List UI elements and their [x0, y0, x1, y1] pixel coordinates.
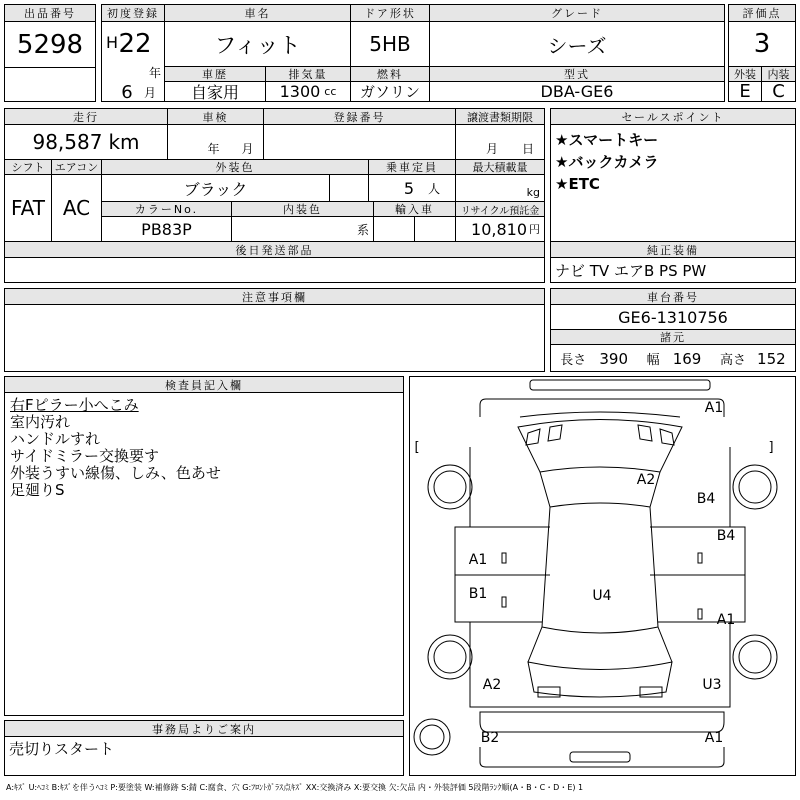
inspector-line: 足廻りS: [10, 481, 65, 499]
rear-window-shape: [528, 662, 672, 697]
lot-box: [4, 4, 96, 102]
equipment: ナビ TV エアB PS PW: [555, 261, 707, 280]
history-label: 車歴: [165, 66, 266, 82]
mark-left-rear-quarter: A2: [482, 677, 502, 693]
height-label: 高さ: [719, 352, 746, 368]
grade-label: グレード: [430, 5, 724, 22]
ext-color-label: 外装色: [102, 159, 369, 175]
door-label: ドア形状: [351, 5, 430, 22]
wiper-shapes: [526, 425, 674, 445]
capacity-cell: [369, 175, 456, 201]
inspector-label: 検査員記入欄: [5, 377, 403, 393]
history: 自家用: [165, 82, 266, 101]
notes-label: 注意事項欄: [5, 289, 544, 305]
fuel-label: 燃料: [351, 66, 430, 82]
office-box: [4, 720, 404, 776]
front-bumper-shape: [530, 380, 710, 390]
legend: A:ｷｽﾞ U:ﾍｺﾐ B:ｷｽﾞを伴うﾍｺﾐ P:要塗装 W:補修跡 S:錆 C:腐食、穴 G:ﾌﾛﾝﾄｶﾞﾗｽ点ｷｽﾞ XX:交換済み X:要交換 欠:欠品 内・外装評価 5段階ﾗﾝｸ順(A・B・C・D・E) 1: [6, 782, 584, 792]
length-label: 長さ: [560, 352, 587, 368]
office-note: 売切りスタート: [9, 739, 115, 758]
ext-grade-label: 外装: [729, 66, 762, 82]
lot-label: 出品番号: [5, 5, 95, 22]
mark-right-rear-quarter: U3: [702, 677, 722, 693]
sales-points-list: [555, 129, 658, 195]
sales-point: ★ETC: [555, 175, 600, 193]
transfer-label: 譲渡書類期限: [456, 109, 544, 125]
chassis-number: GE6-1310756: [618, 307, 728, 327]
year-unit: 年: [148, 65, 161, 79]
recycle-unit: 円: [529, 223, 540, 236]
shift-label: シフト: [5, 159, 52, 175]
import-b: [415, 217, 456, 241]
spare-wheel: [420, 725, 444, 749]
max-load-cell: [456, 175, 544, 201]
first-reg-month: 6: [121, 83, 133, 101]
damage-diagram: [409, 376, 796, 776]
rear-bumper-shape: [480, 712, 724, 732]
transfer-month-unit: 月: [485, 142, 498, 156]
mark-roof: U4: [592, 588, 612, 604]
mark-right-front-door: B4: [716, 528, 736, 544]
mark-left-front-door: A1: [468, 552, 488, 568]
inspector-line: 右Fピラー小へこみ: [10, 396, 139, 414]
transfer-day-unit: 日: [522, 142, 535, 156]
inspection-year-unit: 年: [207, 142, 220, 156]
int-color-label: 内装色: [232, 201, 374, 217]
lot-number: 5298: [16, 30, 84, 60]
color-no: PB83P: [102, 217, 232, 241]
later-parts-box: [4, 241, 545, 283]
reg-no: [264, 125, 456, 159]
car-name: フィット: [165, 22, 351, 66]
inspector-line: 室内汚れ: [10, 413, 71, 431]
max-load-label: 最大積載量: [456, 159, 544, 175]
first-reg-box: [101, 4, 165, 102]
mark-left-rear-door: B1: [468, 586, 488, 602]
inspection-cell: [168, 125, 264, 159]
grade: シーズ: [547, 33, 607, 58]
door-handle: [502, 553, 506, 563]
recycle: 10,810: [471, 219, 527, 239]
model-code: DBA-GE6: [540, 82, 614, 101]
color-no-label: カラーNo.: [102, 201, 232, 217]
score-box: [728, 4, 796, 102]
era: H: [106, 33, 118, 51]
hood-line: [520, 412, 680, 417]
month-unit: 月: [143, 85, 156, 99]
door-handle: [698, 553, 702, 563]
mileage-cell: [5, 125, 168, 159]
import-a: [374, 217, 415, 241]
spare-wheel: [414, 719, 450, 755]
equipment-box: [550, 241, 796, 283]
mark-left-bottom: B2: [480, 730, 500, 746]
rear-outline: [480, 747, 724, 767]
door-handle: [698, 609, 702, 619]
ext-grade: E: [729, 82, 762, 101]
wheel: [733, 635, 777, 679]
chassis-label: 車台番号: [551, 289, 795, 305]
import-label: 輸入車: [374, 201, 456, 217]
car-name-label: 車名: [165, 5, 351, 22]
body-outline: [455, 447, 745, 707]
mark-top-right: A1: [704, 400, 724, 416]
capacity-unit: 人: [428, 181, 441, 196]
later-parts-label: 後日発送部品: [5, 242, 544, 258]
mark-right-rear-door: A1: [716, 612, 736, 628]
int-grade: C: [772, 82, 785, 101]
ext-color: ブラック: [102, 175, 330, 201]
sales-point: ★スマートキー: [555, 131, 659, 149]
wheel: [428, 635, 472, 679]
recycle-label: リサイクル預託金: [456, 201, 544, 217]
max-load-unit: kg: [526, 186, 540, 199]
door-type: 5HB: [351, 22, 430, 66]
tail-lamp: [538, 687, 560, 697]
dims-row: [551, 345, 795, 371]
model-code-label: 型式: [430, 66, 724, 82]
capacity-label: 乗車定員: [369, 159, 456, 175]
tail-lamp: [640, 687, 662, 697]
bracket-right: ]: [768, 439, 774, 455]
office-label: 事務局よりご案内: [5, 721, 403, 737]
roof-shape: [542, 503, 658, 633]
mileage-label: 走行: [5, 109, 168, 125]
fuel: ガソリン: [351, 82, 430, 101]
displacement: 1300: [279, 82, 321, 101]
score-label: 評価点: [729, 5, 795, 22]
capacity: 5: [403, 178, 415, 198]
rear-plate-shape: [570, 752, 630, 762]
displacement-label: 排気量: [266, 66, 351, 82]
inspection-month-unit: 月: [241, 142, 254, 156]
mileage-unit: km: [108, 130, 140, 154]
shift: FAT: [5, 175, 52, 241]
displacement-cell: [266, 82, 351, 101]
int-grade-label: 内装: [762, 66, 795, 82]
mark-right-bottom: A1: [704, 730, 724, 746]
aircon: AC: [52, 175, 102, 241]
transfer-cell: [456, 125, 544, 159]
front-outline: [480, 399, 724, 417]
first-reg-year: 22: [118, 29, 152, 59]
score: 3: [753, 29, 771, 59]
recycle-cell: [456, 217, 544, 241]
wheel: [739, 641, 771, 673]
wheel: [434, 471, 466, 503]
inspector-lines: [10, 397, 221, 499]
spec-block: [4, 108, 545, 242]
sales-points-label: セールスポイント: [551, 109, 795, 125]
width: 169: [672, 349, 702, 368]
inspector-line: ハンドルすれ: [10, 430, 101, 448]
displacement-unit: cc: [324, 85, 337, 98]
equipment-label: 純正装備: [551, 242, 795, 258]
wheel: [739, 471, 771, 503]
sales-point: ★バックカメラ: [555, 153, 659, 171]
windshield-shape: [518, 420, 682, 473]
mark-windshield: A2: [636, 472, 656, 488]
length: 390: [599, 349, 629, 368]
mileage: 98,587: [32, 130, 103, 154]
chassis-box: [550, 288, 796, 372]
int-color-cell: [232, 217, 374, 241]
row1-main: [164, 4, 725, 102]
height: 152: [757, 349, 786, 368]
wheel: [434, 641, 466, 673]
door-handle: [502, 597, 506, 607]
inspector-line: 外装うすい線傷、しみ、色あせ: [10, 464, 221, 482]
first-reg-label: 初度登録: [102, 5, 164, 22]
inspection-label: 車検: [168, 109, 264, 125]
reg-no-label: 登録番号: [264, 109, 456, 125]
inspector-line: サイドミラー交換要す: [10, 447, 159, 465]
mark-right-front-fender: B4: [696, 491, 716, 507]
wheel: [733, 465, 777, 509]
ext-color-extra: [330, 175, 369, 201]
aircon-label: エアコン: [52, 159, 102, 175]
bracket-left: [: [414, 439, 420, 455]
sales-points-box: [550, 108, 796, 242]
width-label: 幅: [646, 352, 660, 368]
int-color-unit: 系: [356, 222, 369, 237]
notes-box: [4, 288, 545, 372]
wheel: [428, 465, 472, 509]
inspector-box: [4, 376, 404, 716]
dims-label: 諸元: [551, 329, 795, 345]
